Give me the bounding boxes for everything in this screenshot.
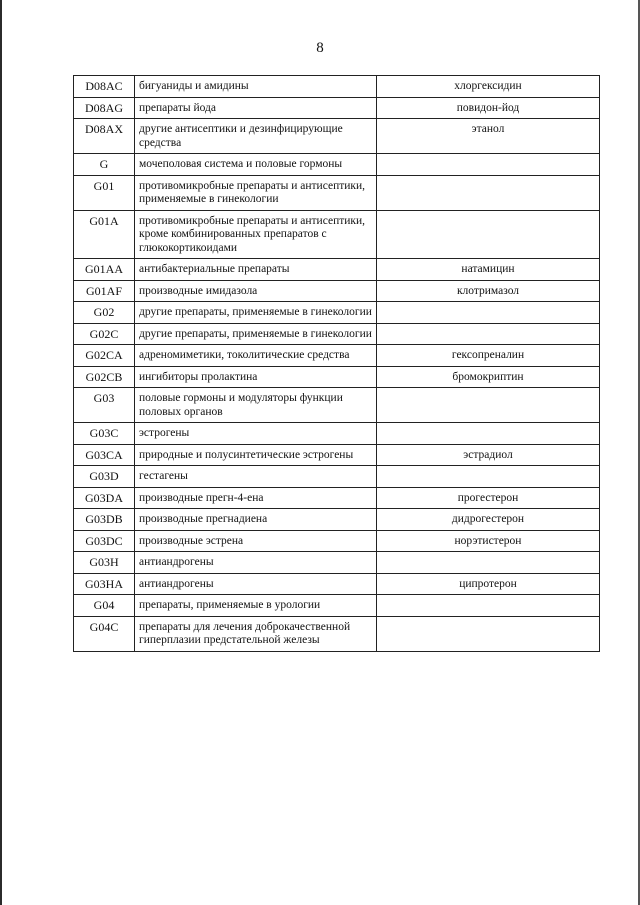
group-name-cell: противомикробные препараты и антисептики, кроме комбинированных препаратов с глюкокортикоидами bbox=[135, 210, 377, 259]
table-row bbox=[74, 595, 600, 617]
atc-code-cell: G03D bbox=[74, 466, 135, 488]
drug-name-cell bbox=[377, 552, 600, 574]
drug-name-cell: ципротерон bbox=[377, 573, 600, 595]
table-row bbox=[74, 444, 600, 466]
atc-code-cell: G03DA bbox=[74, 487, 135, 509]
atc-code-cell: G03C bbox=[74, 423, 135, 445]
page-number: 8 bbox=[316, 40, 324, 56]
group-name-cell: препараты для лечения доброкачественной гиперплазии предстательной железы bbox=[135, 616, 377, 651]
drug-name-cell: эстрадиол bbox=[377, 444, 600, 466]
table-row bbox=[74, 366, 600, 388]
table-row bbox=[74, 175, 600, 210]
group-name-cell: адреномиметики, токолитические средства bbox=[135, 345, 377, 367]
drug-name-cell bbox=[377, 466, 600, 488]
atc-code-cell: D08AC bbox=[74, 76, 135, 98]
atc-code-cell: G03 bbox=[74, 388, 135, 423]
group-name-cell: препараты йода bbox=[135, 97, 377, 119]
group-name-cell: антиандрогены bbox=[135, 573, 377, 595]
table-row bbox=[74, 345, 600, 367]
atc-code-cell: G01A bbox=[74, 210, 135, 259]
atc-code-cell: G02CA bbox=[74, 345, 135, 367]
table-row bbox=[74, 259, 600, 281]
group-name-cell: производные эстрена bbox=[135, 530, 377, 552]
drug-name-cell: дидрогестерон bbox=[377, 509, 600, 531]
drug-name-cell: этанол bbox=[377, 119, 600, 154]
table-row bbox=[74, 487, 600, 509]
group-name-cell: антиандрогены bbox=[135, 552, 377, 574]
atc-code-cell: G03DC bbox=[74, 530, 135, 552]
drug-name-cell: норэтистерон bbox=[377, 530, 600, 552]
atc-code-cell: D08AG bbox=[74, 97, 135, 119]
table-row bbox=[74, 210, 600, 259]
atc-code-cell: G01AA bbox=[74, 259, 135, 281]
atc-code-cell: G02CB bbox=[74, 366, 135, 388]
atc-code-cell: G02 bbox=[74, 302, 135, 324]
scan-edge-left bbox=[0, 0, 2, 905]
drug-name-cell bbox=[377, 423, 600, 445]
drug-name-cell: гексопреналин bbox=[377, 345, 600, 367]
group-name-cell: природные и полусинтетические эстрогены bbox=[135, 444, 377, 466]
drug-name-cell bbox=[377, 210, 600, 259]
drug-name-cell bbox=[377, 154, 600, 176]
drug-classification-table bbox=[73, 75, 600, 652]
table-row bbox=[74, 323, 600, 345]
atc-code-cell: D08AX bbox=[74, 119, 135, 154]
atc-code-cell: G04C bbox=[74, 616, 135, 651]
group-name-cell: мочеполовая система и половые гормоны bbox=[135, 154, 377, 176]
atc-code-cell: G03HA bbox=[74, 573, 135, 595]
table-row bbox=[74, 466, 600, 488]
drug-name-cell: хлоргексидин bbox=[377, 76, 600, 98]
drug-name-cell bbox=[377, 616, 600, 651]
drug-name-cell bbox=[377, 175, 600, 210]
group-name-cell: производные имидазола bbox=[135, 280, 377, 302]
drug-name-cell: клотримазол bbox=[377, 280, 600, 302]
drug-name-cell bbox=[377, 323, 600, 345]
table-row bbox=[74, 552, 600, 574]
table-row bbox=[74, 509, 600, 531]
table-row bbox=[74, 423, 600, 445]
table-row bbox=[74, 119, 600, 154]
drug-name-cell bbox=[377, 388, 600, 423]
group-name-cell: гестагены bbox=[135, 466, 377, 488]
atc-code-cell: G03CA bbox=[74, 444, 135, 466]
table-row bbox=[74, 76, 600, 98]
table-row bbox=[74, 573, 600, 595]
group-name-cell: противомикробные препараты и антисептики, применяемые в гинекологии bbox=[135, 175, 377, 210]
group-name-cell: половые гормоны и модуляторы функции половых органов bbox=[135, 388, 377, 423]
table-row bbox=[74, 530, 600, 552]
atc-code-cell: G02C bbox=[74, 323, 135, 345]
group-name-cell: другие препараты, применяемые в гинекологии bbox=[135, 323, 377, 345]
group-name-cell: другие антисептики и дезинфицирующие средства bbox=[135, 119, 377, 154]
group-name-cell: производные прегн-4-ена bbox=[135, 487, 377, 509]
group-name-cell: препараты, применяемые в урологии bbox=[135, 595, 377, 617]
table-row bbox=[74, 97, 600, 119]
atc-code-cell: G bbox=[74, 154, 135, 176]
group-name-cell: ингибиторы пролактина bbox=[135, 366, 377, 388]
group-name-cell: антибактериальные препараты bbox=[135, 259, 377, 281]
drug-name-cell: бромокриптин bbox=[377, 366, 600, 388]
table-body bbox=[74, 76, 600, 652]
drug-name-cell bbox=[377, 595, 600, 617]
group-name-cell: бигуаниды и амидины bbox=[135, 76, 377, 98]
table-row bbox=[74, 280, 600, 302]
table-row bbox=[74, 388, 600, 423]
group-name-cell: производные прегнадиена bbox=[135, 509, 377, 531]
group-name-cell: другие препараты, применяемые в гинекологии bbox=[135, 302, 377, 324]
drug-name-cell bbox=[377, 302, 600, 324]
table-row bbox=[74, 302, 600, 324]
atc-code-cell: G01AF bbox=[74, 280, 135, 302]
drug-name-cell: повидон-йод bbox=[377, 97, 600, 119]
atc-code-cell: G03H bbox=[74, 552, 135, 574]
group-name-cell: эстрогены bbox=[135, 423, 377, 445]
atc-code-cell: G03DB bbox=[74, 509, 135, 531]
drug-name-cell: прогестерон bbox=[377, 487, 600, 509]
table-row bbox=[74, 616, 600, 651]
table-row bbox=[74, 154, 600, 176]
atc-code-cell: G01 bbox=[74, 175, 135, 210]
atc-code-cell: G04 bbox=[74, 595, 135, 617]
drug-name-cell: натамицин bbox=[377, 259, 600, 281]
